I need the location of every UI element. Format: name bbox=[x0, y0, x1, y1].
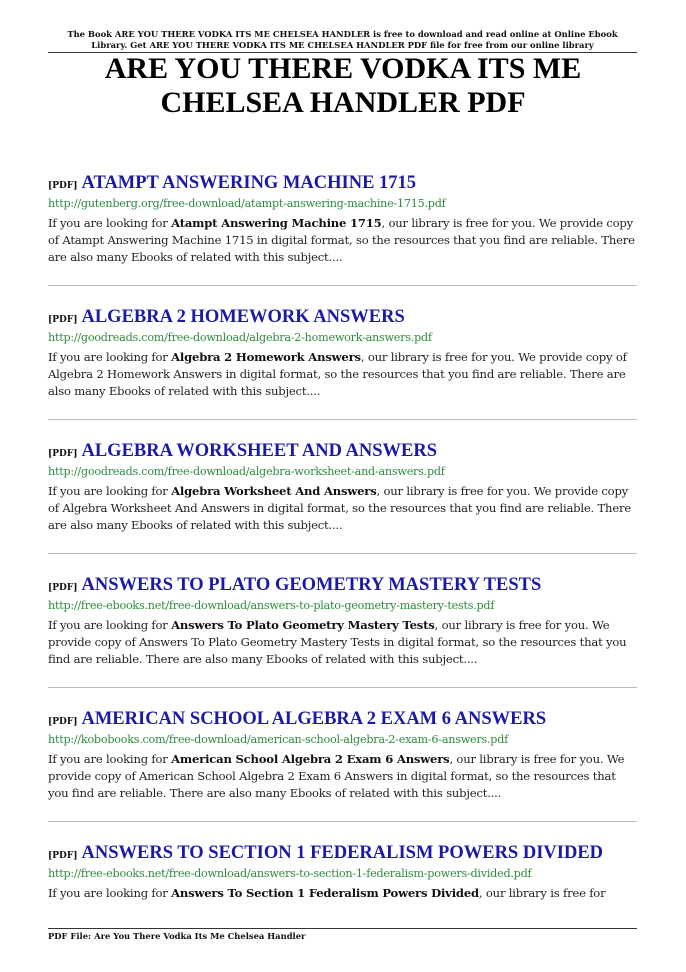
entry-title-link[interactable]: ALGEBRA 2 HOMEWORK ANSWERS bbox=[81, 307, 405, 327]
list-item bbox=[48, 436, 637, 570]
entry-heading bbox=[48, 302, 637, 326]
entry-heading bbox=[48, 838, 637, 862]
entry-title-link[interactable]: ANSWERS TO PLATO GEOMETRY MASTERY TESTS bbox=[81, 575, 542, 595]
desc-lead: If you are looking for bbox=[48, 886, 172, 900]
list-item bbox=[48, 168, 637, 302]
desc-rest: , our library is free for you. We provide copy of American School Algebra 2 Exam 6 Answers in digital format, so the resources that you find are reliable. There are also many Ebooks of related with this subject.... bbox=[48, 752, 625, 800]
entry-heading bbox=[48, 704, 637, 728]
desc-rest: , our library is free for you. We provide copy of Answers To Plato Geometry Mastery Tests in digital format, so the resources that you find are reliable. There are also many Ebooks of related with this subject.... bbox=[48, 618, 627, 666]
entry-description bbox=[48, 751, 637, 802]
entry-description bbox=[48, 617, 637, 668]
entry-title-link[interactable]: ALGEBRA WORKSHEET AND ANSWERS bbox=[81, 441, 438, 461]
desc-rest: , our library is free for bbox=[478, 886, 606, 900]
list-item bbox=[48, 838, 637, 972]
pdf-tag: [PDF] bbox=[48, 583, 78, 593]
entry-description bbox=[48, 885, 637, 902]
divider bbox=[48, 419, 637, 420]
entry-url-link[interactable]: http://free-ebooks.net/free-download/answers-to-section-1-federalism-powers-divided.pdf bbox=[48, 867, 532, 880]
pdf-tag: [PDF] bbox=[48, 315, 78, 325]
entry-title-link[interactable]: ATAMPT ANSWERING MACHINE 1715 bbox=[81, 173, 417, 193]
entry-url-link[interactable]: http://kobobooks.com/free-download/american-school-algebra-2-exam-6-answers.pdf bbox=[48, 733, 509, 746]
desc-lead: If you are looking for bbox=[48, 350, 172, 364]
page-footer: PDF File: Are You There Vodka Its Me Chelsea Handler bbox=[48, 928, 637, 941]
pdf-tag: [PDF] bbox=[48, 717, 78, 727]
pdf-tag: [PDF] bbox=[48, 181, 78, 191]
desc-lead: If you are looking for bbox=[48, 484, 172, 498]
divider bbox=[48, 687, 637, 688]
entry-list bbox=[48, 168, 637, 972]
desc-lead: If you are looking for bbox=[48, 752, 172, 766]
header-note: The Book ARE YOU THERE VODKA ITS ME CHELSEA HANDLER is free to download and read online at Online Ebook Library. Get ARE YOU THERE VODKA ITS ME CHELSEA HANDLER PDF file for free from our online library bbox=[48, 29, 637, 53]
desc-lead: If you are looking for bbox=[48, 618, 172, 632]
list-item bbox=[48, 704, 637, 838]
desc-lead: If you are looking for bbox=[48, 216, 172, 230]
list-item bbox=[48, 570, 637, 704]
entry-description bbox=[48, 349, 637, 400]
entry-description bbox=[48, 215, 637, 266]
desc-bold: Algebra Worksheet And Answers bbox=[171, 484, 377, 498]
entry-title-link[interactable]: ANSWERS TO SECTION 1 FEDERALISM POWERS DIVIDED bbox=[81, 843, 604, 863]
entry-url-link[interactable]: http://gutenberg.org/free-download/atampt-answering-machine-1715.pdf bbox=[48, 197, 446, 210]
divider bbox=[48, 553, 637, 554]
entry-description bbox=[48, 483, 637, 534]
divider bbox=[48, 821, 637, 822]
entry-heading bbox=[48, 168, 637, 192]
desc-rest: , our library is free for you. We provide copy of Algebra Worksheet And Answers in digital format, so the resources that you find are reliable. There are also many Ebooks of related with this subject.... bbox=[48, 484, 631, 532]
desc-bold: American School Algebra 2 Exam 6 Answers bbox=[171, 752, 450, 766]
desc-bold: Atampt Answering Machine 1715 bbox=[171, 216, 382, 230]
desc-rest: , our library is free for you. We provide copy of Atampt Answering Machine 1715 in digital format, so the resources that you find are reliable. There are also many Ebooks of related with this subject.... bbox=[48, 216, 635, 264]
desc-rest: , our library is free for you. We provide copy of Algebra 2 Homework Answers in digital format, so the resources that you find are reliable. There are also many Ebooks of related with this subject.... bbox=[48, 350, 627, 398]
entry-title-link[interactable]: AMERICAN SCHOOL ALGEBRA 2 EXAM 6 ANSWERS bbox=[81, 709, 547, 729]
entry-url-link[interactable]: http://goodreads.com/free-download/algebra-2-homework-answers.pdf bbox=[48, 331, 432, 344]
pdf-tag: [PDF] bbox=[48, 851, 78, 861]
desc-bold: Answers To Section 1 Federalism Powers Divided bbox=[171, 886, 479, 900]
entry-url-link[interactable]: http://goodreads.com/free-download/algebra-worksheet-and-answers.pdf bbox=[48, 465, 445, 478]
entry-url-link[interactable]: http://free-ebooks.net/free-download/answers-to-plato-geometry-mastery-tests.pdf bbox=[48, 599, 495, 612]
page-title: ARE YOU THERE VODKA ITS ME CHELSEA HANDLER PDF bbox=[104, 52, 582, 119]
desc-bold: Algebra 2 Homework Answers bbox=[171, 350, 361, 364]
list-item bbox=[48, 302, 637, 436]
desc-bold: Answers To Plato Geometry Mastery Tests bbox=[171, 618, 435, 632]
entry-heading bbox=[48, 436, 637, 460]
pdf-tag: [PDF] bbox=[48, 449, 78, 459]
entry-heading bbox=[48, 570, 637, 594]
divider bbox=[48, 285, 637, 286]
